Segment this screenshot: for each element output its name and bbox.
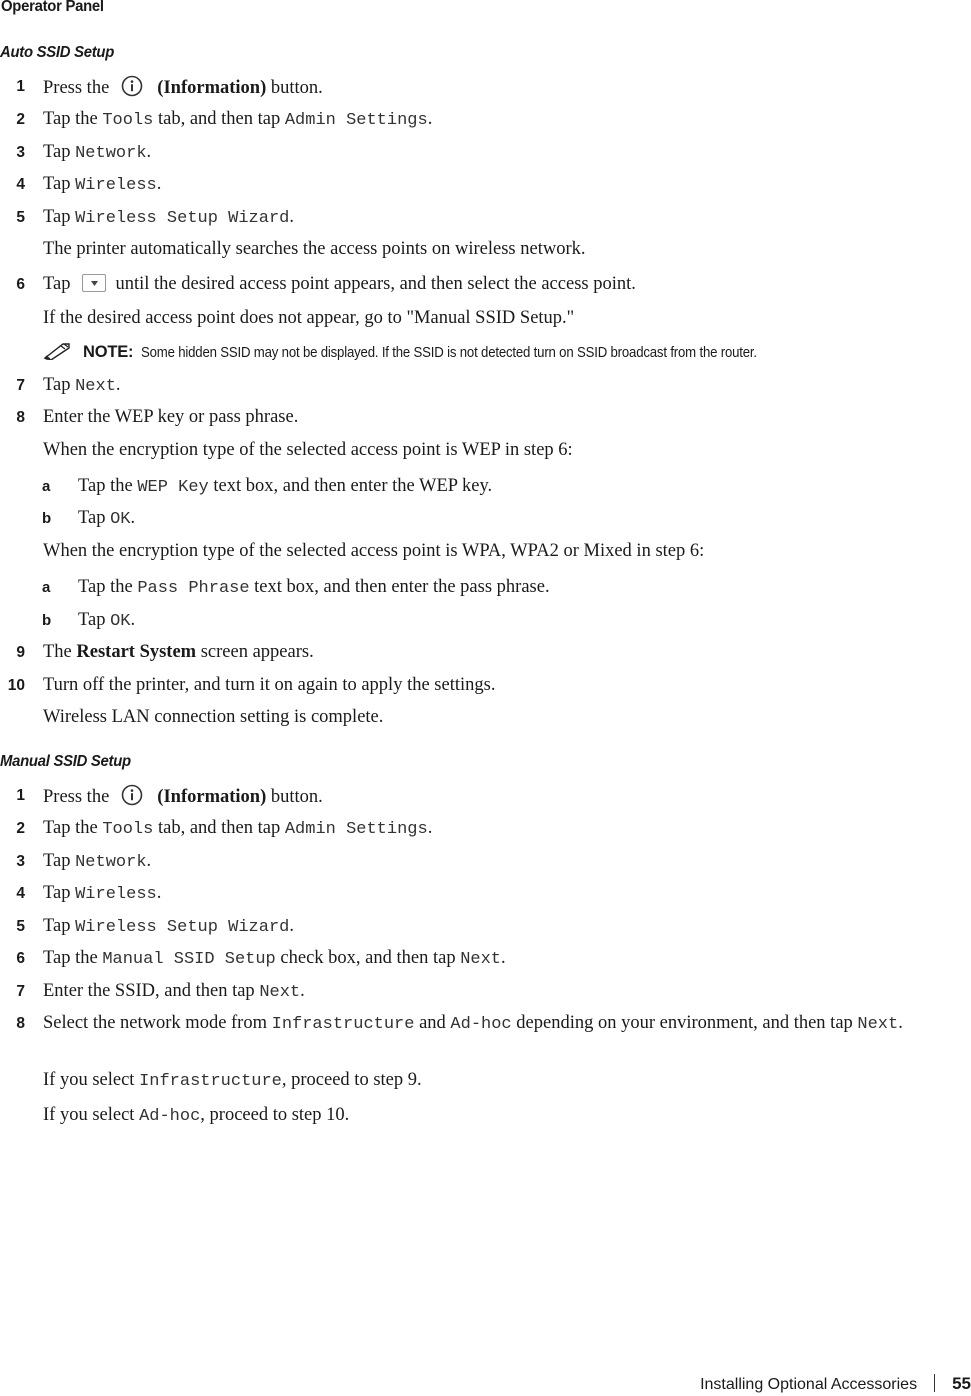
step-text: tab, and then tap (157, 109, 281, 129)
step-text: Tap (78, 508, 106, 528)
note-block (43, 342, 818, 362)
step-note: The printer automatically searches the access points on wireless network. (43, 239, 586, 259)
step-text: If you select (43, 1070, 135, 1090)
tools-tab-ref: Tools (102, 111, 154, 130)
step-text: Tap (43, 274, 71, 294)
step-number: 3 (16, 853, 25, 870)
punct: . (115, 375, 121, 395)
step-text: screen appears. (200, 642, 314, 662)
ok-ref: OK (110, 510, 131, 529)
infrastructure-ref: Infrastructure (271, 1015, 415, 1034)
step-text: Tap (43, 375, 71, 395)
information-icon (121, 75, 143, 97)
step-number: 6 (16, 950, 25, 967)
step-text: Tap the (78, 577, 133, 597)
step-number: 7 (16, 983, 25, 1000)
step-text: text box, and then enter the pass phrase. (254, 577, 550, 597)
admin-settings-ref: Admin Settings (284, 820, 428, 839)
substep-letter: a (42, 579, 51, 596)
network-ref: Network (75, 853, 147, 872)
next-ref: Next (857, 1015, 899, 1034)
substep-letter: b (42, 510, 52, 527)
step-text: If you select (43, 1105, 135, 1125)
ad-hoc-ref: Ad-hoc (139, 1107, 201, 1126)
step-number: 1 (16, 78, 25, 95)
step-text: button. (270, 78, 323, 98)
pencil-note-icon (43, 342, 71, 360)
step-number: 4 (16, 885, 25, 902)
punct: . (501, 948, 506, 968)
step-text: Tap (43, 916, 71, 936)
network-ref: Network (75, 144, 147, 163)
step-text: The (43, 642, 72, 662)
punct: . (130, 610, 136, 630)
substep-letter: b (42, 612, 52, 629)
scroll-down-button-icon (82, 274, 106, 292)
punct: . (156, 883, 162, 903)
step-note: If the desired access point does not appear, go to "Manual SSID Setup." (43, 308, 575, 328)
next-ref: Next (259, 983, 301, 1002)
substep-letter: a (42, 478, 51, 495)
wireless-setup-wizard-ref: Wireless Setup Wizard (75, 209, 290, 228)
step-text: Tap the (78, 476, 133, 496)
punct: . (130, 508, 136, 528)
step-number: 5 (16, 209, 25, 226)
step-note: When the encryption type of the selected access point is WEP in step 6: (43, 440, 573, 460)
ok-ref: OK (110, 612, 131, 631)
punct: . (289, 916, 294, 936)
section-title-auto-ssid: Auto SSID Setup (0, 44, 115, 61)
step-text: Tap (43, 851, 71, 871)
step-text: text box, and then enter the WEP key. (213, 476, 493, 496)
wep-key-ref: WEP Key (137, 478, 209, 497)
step-text: check box, and then tap (280, 948, 456, 968)
step-text: Tap (43, 883, 71, 903)
infrastructure-ref: Infrastructure (139, 1072, 282, 1091)
manual-ssid-setup-ref: Manual SSID Setup (102, 950, 276, 969)
footer-section-title: Installing Optional Accessories (700, 1376, 918, 1393)
punct: . (146, 851, 152, 871)
pass-phrase-ref: Pass Phrase (137, 579, 250, 598)
punct: . (289, 207, 294, 227)
page-number: 55 (952, 1374, 971, 1393)
step-number: 1 (16, 787, 25, 804)
step-text: Tap the (43, 818, 98, 838)
punct: . (156, 174, 162, 194)
information-button-label: (Information) (157, 78, 267, 98)
footer-divider (934, 1374, 935, 1392)
restart-system-ref: Restart System (76, 642, 197, 662)
step-text: Enter the WEP key or pass phrase. (43, 407, 299, 427)
next-ref: Next (75, 377, 116, 396)
step-text: depending on your environment, and then tap (516, 1013, 853, 1033)
punct: . (898, 1013, 903, 1033)
step-text: Turn off the printer, and turn it on again to apply the settings. (43, 675, 496, 695)
step-number: 9 (16, 644, 25, 661)
step-number: 3 (16, 144, 25, 161)
page-header: Operator Panel (1, 0, 104, 15)
step-text: and (419, 1013, 446, 1033)
step-note: When the encryption type of the selected access point is WPA, WPA2 or Mixed in step 6: (43, 541, 705, 561)
step-number: 8 (16, 1015, 25, 1032)
step-note: Wireless LAN connection setting is complete. (43, 707, 384, 727)
step-number: 6 (16, 276, 25, 293)
step-text: Tap the (43, 109, 98, 129)
step-text: Enter the SSID, and then tap (43, 981, 255, 1001)
step-number: 4 (16, 176, 25, 193)
step-text: , proceed to step 10. (200, 1105, 350, 1125)
next-ref: Next (460, 950, 501, 969)
step-text: Tap (43, 142, 71, 162)
step-text: Press the (43, 78, 110, 98)
step-number: 7 (16, 377, 25, 394)
ad-hoc-ref: Ad-hoc (450, 1015, 512, 1034)
step-text: until the desired access point appears, and then select the access point. (115, 274, 636, 294)
step-text: Tap the (43, 948, 98, 968)
punct: . (300, 981, 305, 1001)
step-text: Tap (43, 207, 71, 227)
tools-tab-ref: Tools (102, 820, 154, 839)
step-text: Select the network mode from (43, 1013, 267, 1033)
step-number: 2 (16, 820, 25, 837)
information-button-label: (Information) (157, 787, 267, 807)
note-label: NOTE: (83, 343, 134, 361)
wireless-ref: Wireless (75, 885, 157, 904)
step-number: 10 (7, 677, 25, 694)
punct: . (427, 109, 433, 129)
wireless-ref: Wireless (75, 176, 157, 195)
step-text: tab, and then tap (157, 818, 281, 838)
note-text: Some hidden SSID may not be displayed. If the SSID is not detected turn on SSID broadcast from the router. (141, 345, 758, 361)
step-text: Press the (43, 787, 110, 807)
step-text: Tap (43, 174, 71, 194)
step-number: 2 (16, 111, 25, 128)
page-footer (700, 1374, 971, 1394)
step-number: 5 (16, 918, 25, 935)
step-number: 8 (16, 409, 25, 426)
step-text: button. (270, 787, 323, 807)
admin-settings-ref: Admin Settings (284, 111, 428, 130)
punct: . (427, 818, 433, 838)
wireless-setup-wizard-ref: Wireless Setup Wizard (75, 918, 290, 937)
punct: . (146, 142, 152, 162)
information-icon (121, 784, 143, 806)
step-text: Tap (78, 610, 106, 630)
step-text: , proceed to step 9. (281, 1070, 422, 1090)
section-title-manual-ssid: Manual SSID Setup (0, 753, 131, 770)
